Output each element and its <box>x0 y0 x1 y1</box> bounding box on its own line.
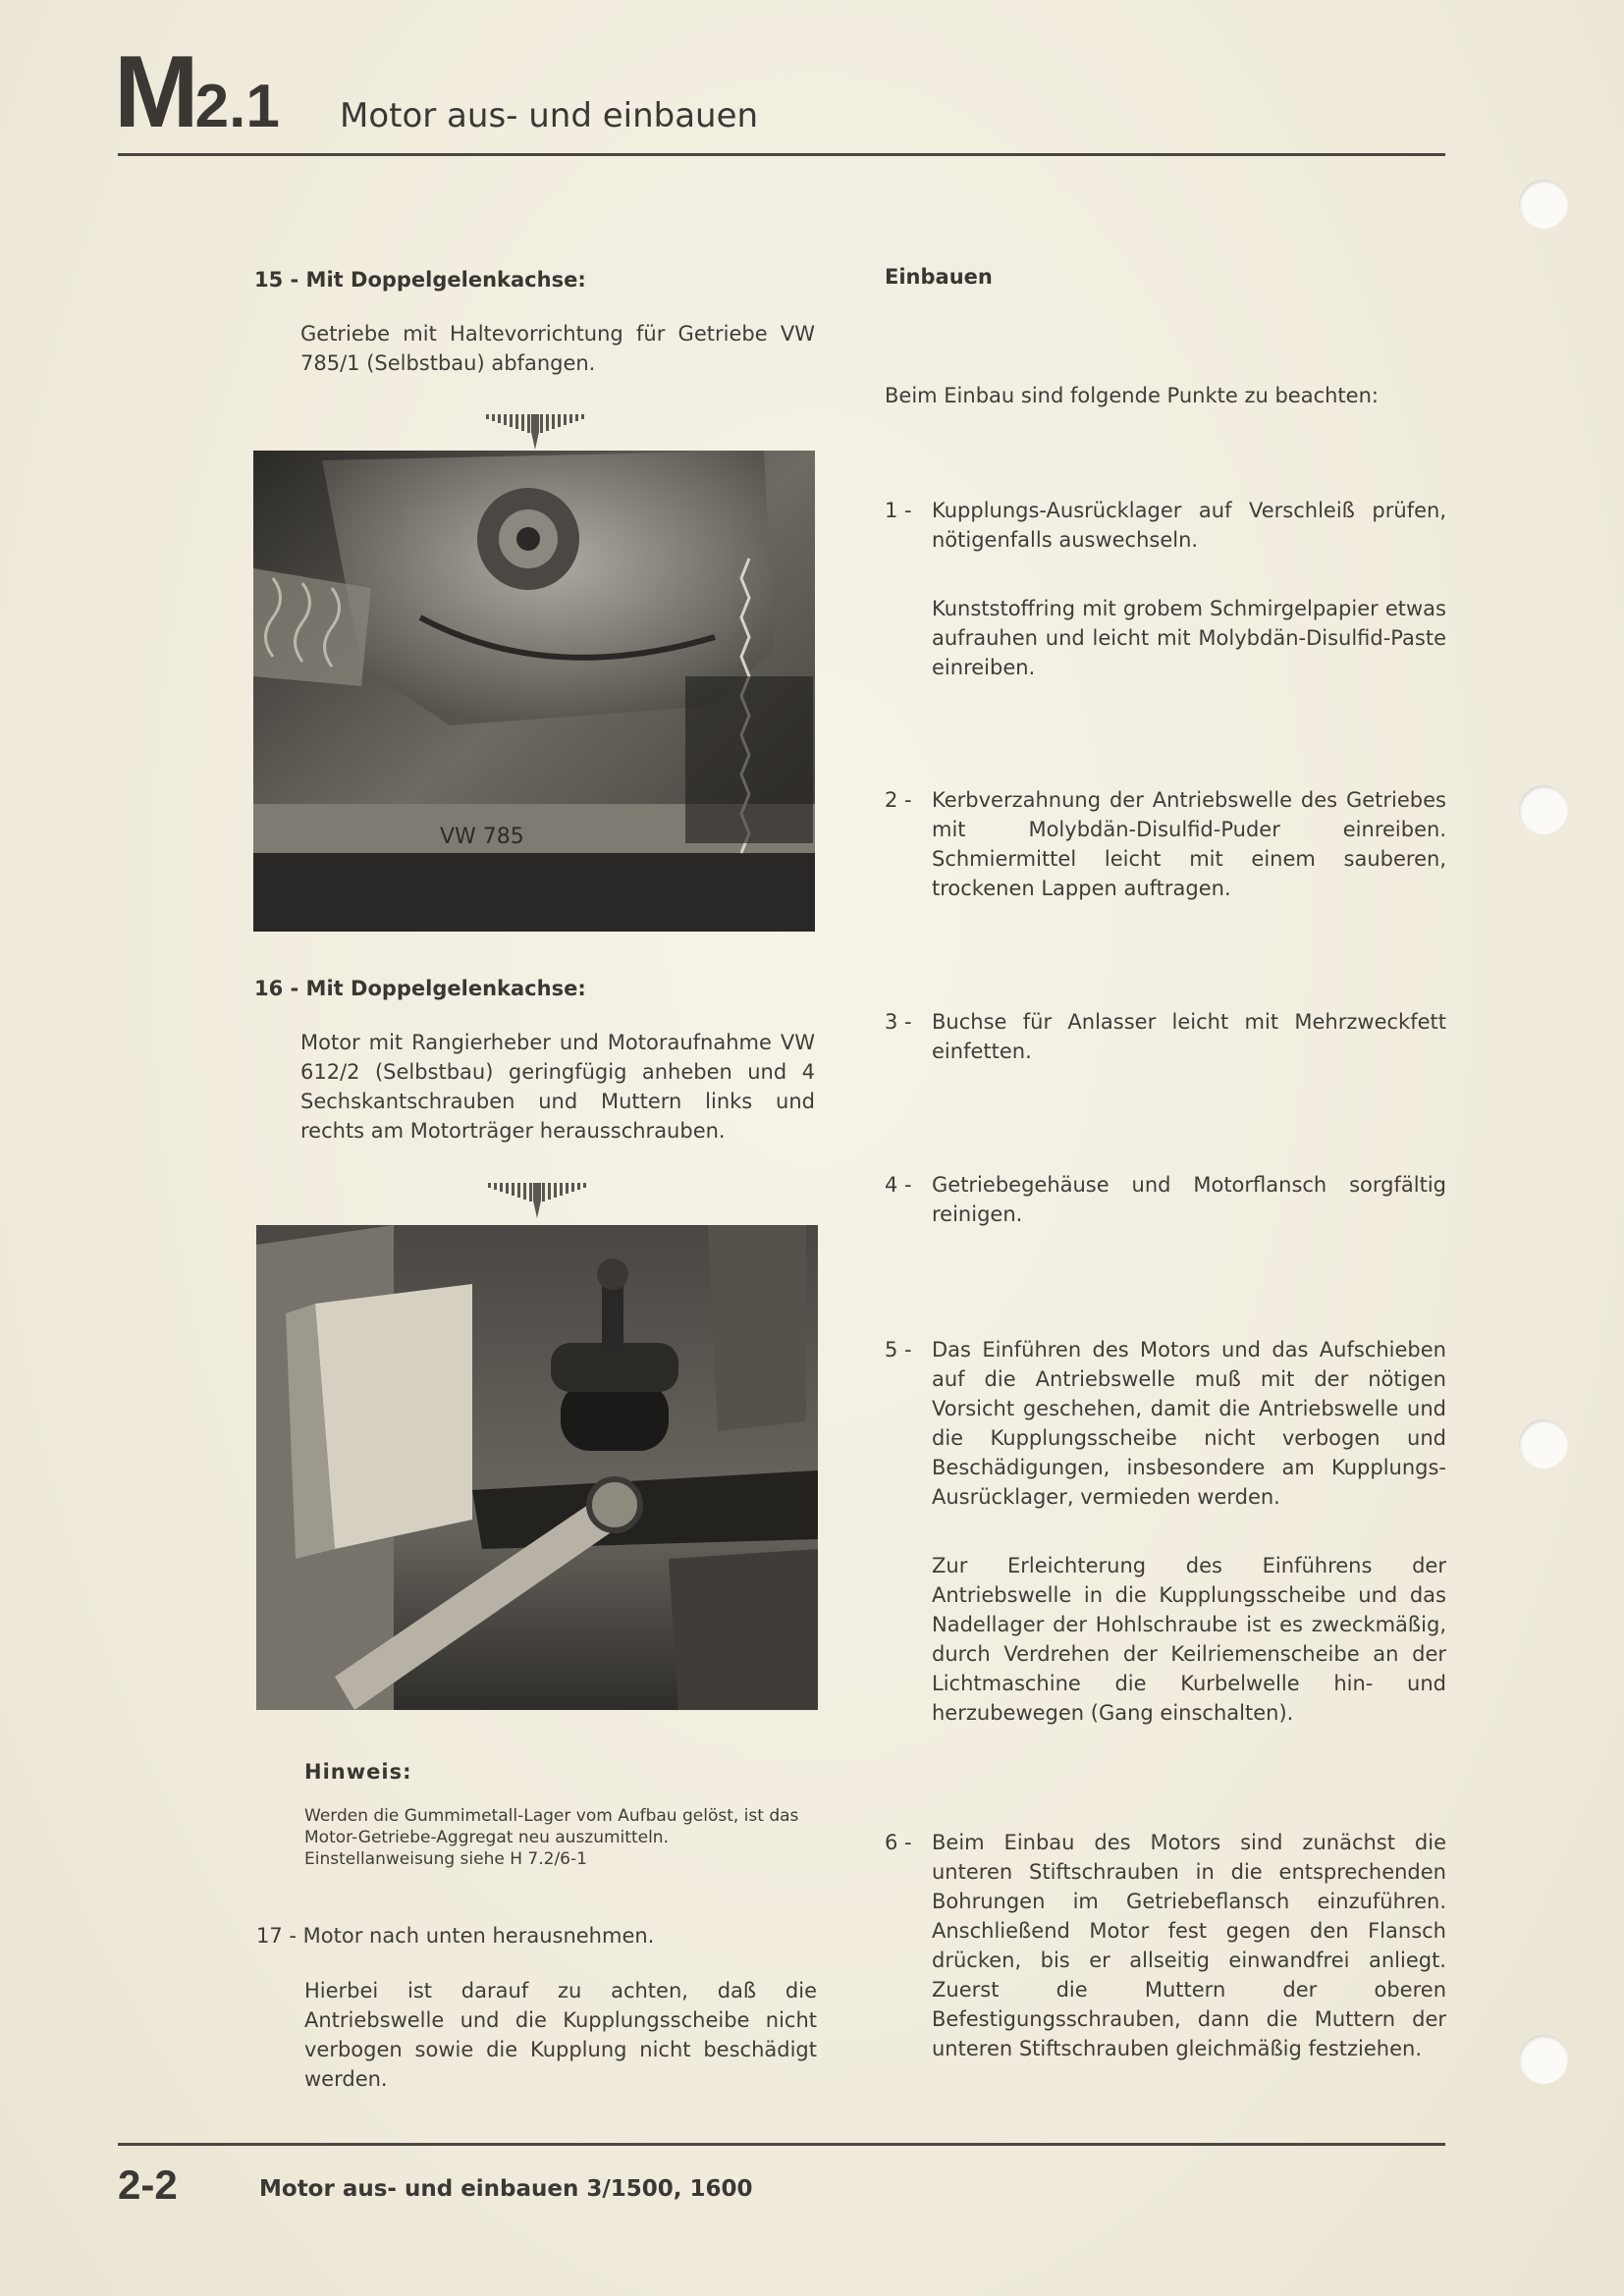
section-code-letter: M <box>114 35 195 149</box>
photo-engine-mount <box>256 1225 818 1710</box>
section-code <box>114 35 280 149</box>
punch-hole <box>1519 1419 1568 1468</box>
install-item-5 <box>885 1335 1446 1512</box>
punch-hole <box>1519 785 1568 834</box>
item-number: 3 - <box>885 1010 912 1034</box>
photo-label: VW 785 <box>440 825 524 849</box>
step-15-text: Getriebe mit Haltevorrichtung für Getriebe VW 785/1 (Selbstbau) abfangen. <box>300 322 815 375</box>
item-number: 6 - <box>885 1831 912 1854</box>
punch-hole <box>1519 180 1568 229</box>
item-text: Getriebegehäuse und Motorflansch sorgfältig reinigen. <box>932 1173 1446 1226</box>
install-item-3 <box>885 1007 1446 1066</box>
install-item-4 <box>885 1170 1446 1229</box>
page-number: 2-2 <box>118 2162 178 2208</box>
step-16-heading: 16 - Mit Doppelgelenkachse: <box>254 977 586 1000</box>
item-text: Beim Einbau des Motors sind zunächst die unteren Stiftschrauben in die entsprechenden Bohrungen im Getriebeflansch einzuführen. Anschließend Motor fest gegen den Flansch drücken, bis er allseitig einwandfrei anliegt. Zuerst die Muttern der oberen Befestigungsschrauben, dann die Muttern der unteren Stiftschrauben gleichmäßig festziehen. <box>932 1831 1446 2060</box>
item-number: 2 - <box>885 788 912 812</box>
step-16-text: Motor mit Rangierheber und Motoraufnahme VW 612/2 (Selbstbau) geringfügig anheben und 4 Sechskantschrauben und Muttern links und rechts am Motorträger herausschrauben. <box>300 1031 815 1143</box>
install-item-1-note: Kunststoffring mit grobem Schmirgelpapier etwas aufrauhen und leicht mit Molybdän-Disulfid-Paste einreiben. <box>932 597 1446 679</box>
header-rule <box>118 153 1445 156</box>
install-item-6 <box>885 1828 1446 2063</box>
item-number: 4 - <box>885 1173 912 1197</box>
step-17-heading: 17 - Motor nach unten herausnehmen. <box>256 1924 655 1948</box>
right-heading: Einbauen <box>885 265 993 289</box>
step-17-text: Hierbei ist darauf zu achten, daß die Antriebswelle und die Kupplungsscheibe nicht verbogen sowie die Kupplung nicht beschädigt werden. <box>304 1979 817 2091</box>
page-title: Motor aus- und einbauen <box>340 96 759 135</box>
item-number: 1 - <box>885 499 912 522</box>
note-text: Werden die Gummimetall-Lager vom Aufbau gelöst, ist das Motor-Getriebe-Aggregat neu auszumitteln. Einstellanweisung siehe H 7.2/6-1 <box>304 1806 799 1869</box>
down-arrow-icon <box>486 1181 588 1220</box>
item-text: Kupplungs-Ausrücklager auf Verschleiß prüfen, nötigenfalls auswechseln. <box>932 499 1446 552</box>
punch-hole <box>1519 2035 1568 2084</box>
footer-title: Motor aus- und einbauen 3/1500, 1600 <box>259 2176 753 2202</box>
item-text: Das Einführen des Motors und das Aufschieben auf die Antriebswelle muß mit der nötigen Vorsicht geschehen, damit die Antriebswelle und die Kupplungsscheibe nicht verbogen und Beschädigungen, insbesondere am Kupplungs-Ausrücklager, vermieden werden. <box>932 1338 1446 1509</box>
install-item-2 <box>885 785 1446 903</box>
right-intro: Beim Einbau sind folgende Punkte zu beachten: <box>885 384 1379 407</box>
item-text: Buchse für Anlasser leicht mit Mehrzweckfett einfetten. <box>932 1010 1446 1063</box>
down-arrow-icon <box>484 412 586 452</box>
photo-gearbox-support <box>253 451 815 932</box>
item-number: 5 - <box>885 1338 912 1362</box>
item-text: Kerbverzahnung der Antriebswelle des Getriebes mit Molybdän-Disulfid-Puder einreiben. Schmiermittel leicht mit einem sauberen, trockenen Lappen auftragen. <box>932 788 1446 900</box>
install-item-1 <box>885 496 1446 555</box>
footer-rule <box>118 2143 1445 2146</box>
install-item-5-note: Zur Erleichterung des Einführens der Antriebswelle in die Kupplungsscheibe und das Nadellager der Hohlschraube ist es zweckmäßig, durch Verdrehen der Keilriemenscheibe an der Lichtmaschine die Kurbelwelle hin- und herzubewegen (Gang einschalten). <box>932 1554 1446 1725</box>
section-code-number: 2.1 <box>194 73 280 140</box>
step-15-heading: 15 - Mit Doppelgelenkachse: <box>254 268 586 292</box>
note-heading: Hinweis: <box>304 1760 412 1784</box>
